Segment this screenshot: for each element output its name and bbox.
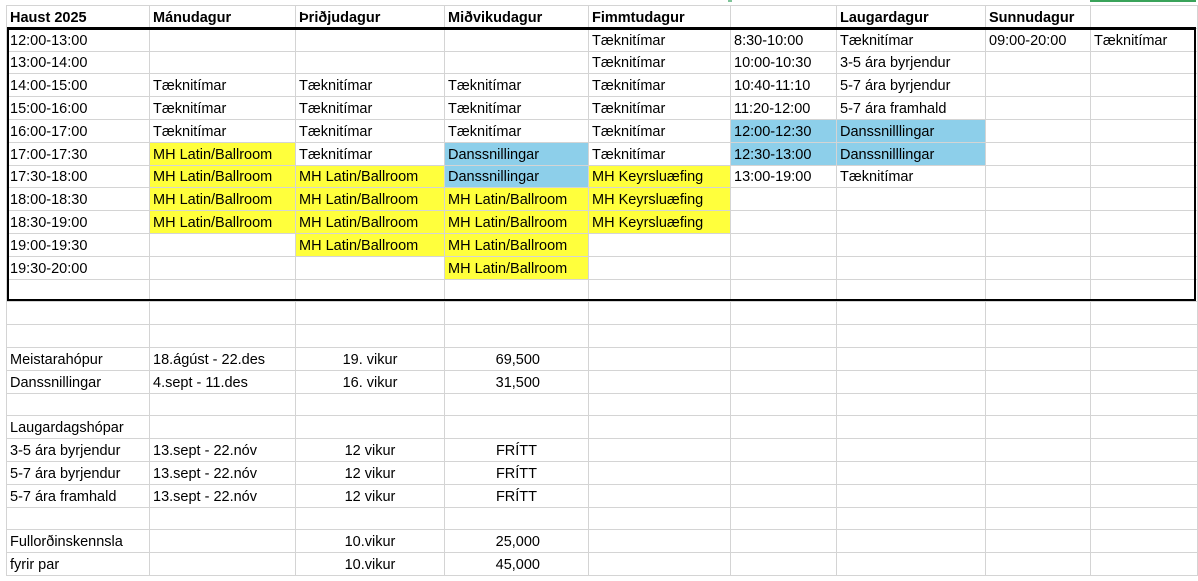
cell-col-f[interactable]: 8:30-10:00 — [731, 28, 837, 51]
cell-col-g[interactable]: Tæknitímar — [837, 165, 986, 188]
cell-col-g[interactable] — [837, 347, 986, 370]
cell-col-f[interactable] — [731, 530, 837, 553]
cell-col-a[interactable] — [7, 507, 150, 530]
table-row — [7, 74, 1198, 97]
cell-col-h[interactable] — [986, 347, 1091, 370]
cell-col-d[interactable]: Tæknitímar — [445, 119, 589, 142]
cell-col-c[interactable]: 10.vikur — [296, 530, 445, 553]
header-cell-col-f[interactable] — [731, 6, 837, 29]
cell-col-a[interactable]: 5-7 ára framhald — [7, 484, 150, 507]
cell-col-g[interactable] — [837, 484, 986, 507]
cell-col-h[interactable] — [986, 119, 1091, 142]
cell-col-d[interactable]: MH Latin/Ballroom — [445, 188, 589, 211]
cell-col-g[interactable] — [837, 439, 986, 462]
cell-col-f[interactable] — [731, 256, 837, 279]
cell-col-g[interactable]: Danssnilllingar — [837, 142, 986, 165]
header-cell-col-d[interactable]: Miðvikudagur — [445, 6, 589, 29]
cell-col-c[interactable]: 16. vikur — [296, 370, 445, 393]
cell-col-d[interactable]: FRÍTT — [445, 439, 589, 462]
cell-col-h[interactable] — [986, 256, 1091, 279]
cell-col-a[interactable]: fyrir par — [7, 553, 150, 576]
cell-col-h[interactable] — [986, 484, 1091, 507]
cell-col-d[interactable] — [445, 28, 589, 51]
cell-col-g[interactable] — [837, 553, 986, 576]
cell-col-c[interactable] — [296, 416, 445, 439]
selection-indicator-dot — [728, 0, 732, 2]
cell-col-a[interactable]: 19:00-19:30 — [7, 233, 150, 256]
cell-col-a[interactable]: 16:00-17:00 — [7, 119, 150, 142]
cell-col-c[interactable]: 12 vikur — [296, 461, 445, 484]
cell-col-a[interactable] — [7, 325, 150, 348]
table-row — [7, 347, 1198, 370]
cell-col-h[interactable] — [986, 530, 1091, 553]
cell-col-d[interactable] — [445, 279, 589, 302]
cell-col-b[interactable] — [150, 302, 296, 325]
cell-col-e[interactable] — [589, 507, 731, 530]
cell-col-e[interactable] — [589, 439, 731, 462]
cell-col-d[interactable]: 25,000 — [445, 530, 589, 553]
cell-col-f[interactable] — [731, 302, 837, 325]
cell-col-c[interactable] — [296, 51, 445, 74]
cell-col-i[interactable] — [1091, 74, 1198, 97]
cell-col-f[interactable]: 12:30-13:00 — [731, 142, 837, 165]
cell-col-f[interactable]: 13:00-19:00 — [731, 165, 837, 188]
cell-col-f[interactable]: 11:20-12:00 — [731, 97, 837, 120]
cell-col-i[interactable] — [1091, 347, 1198, 370]
cell-col-g[interactable] — [837, 507, 986, 530]
cell-col-a[interactable]: Meistarahópur — [7, 347, 150, 370]
cell-col-f[interactable] — [731, 393, 837, 416]
cell-col-c[interactable] — [296, 325, 445, 348]
table-row — [7, 165, 1198, 188]
cell-col-h[interactable] — [986, 279, 1091, 302]
cell-col-f[interactable] — [731, 461, 837, 484]
cell-col-e[interactable] — [589, 461, 731, 484]
cell-col-c[interactable]: 10.vikur — [296, 553, 445, 576]
cell-col-i[interactable] — [1091, 256, 1198, 279]
cell-col-e[interactable] — [589, 302, 731, 325]
cell-col-e[interactable] — [589, 416, 731, 439]
cell-col-i[interactable] — [1091, 553, 1198, 576]
cell-col-f[interactable] — [731, 553, 837, 576]
cell-col-g[interactable] — [837, 530, 986, 553]
cell-col-d[interactable]: Tæknitímar — [445, 97, 589, 120]
cell-col-i[interactable] — [1091, 51, 1198, 74]
cell-col-b[interactable] — [150, 51, 296, 74]
cell-col-e[interactable] — [589, 233, 731, 256]
cell-col-d[interactable]: 31,500 — [445, 370, 589, 393]
cell-col-h[interactable] — [986, 211, 1091, 234]
table-row — [7, 530, 1198, 553]
cell-col-e[interactable]: MH Keyrsluæfing — [589, 188, 731, 211]
cell-col-a[interactable]: 18:00-18:30 — [7, 188, 150, 211]
cell-col-c[interactable]: MH Latin/Ballroom — [296, 188, 445, 211]
cell-col-e[interactable]: MH Keyrsluæfing — [589, 165, 731, 188]
cell-col-i[interactable] — [1091, 279, 1198, 302]
cell-col-a[interactable] — [7, 302, 150, 325]
cell-col-d[interactable] — [445, 302, 589, 325]
cell-col-e[interactable] — [589, 256, 731, 279]
cell-col-f[interactable]: 10:40-11:10 — [731, 74, 837, 97]
cell-col-f[interactable] — [731, 416, 837, 439]
cell-col-b[interactable]: 13.sept - 22.nóv — [150, 484, 296, 507]
cell-col-h[interactable] — [986, 188, 1091, 211]
header-cell-col-e[interactable]: Fimmtudagur — [589, 6, 731, 29]
table-row — [7, 393, 1198, 416]
cell-col-e[interactable] — [589, 484, 731, 507]
table-row — [7, 507, 1198, 530]
cell-col-d[interactable]: Danssnillingar — [445, 142, 589, 165]
cell-col-h[interactable] — [986, 439, 1091, 462]
table-row — [7, 233, 1198, 256]
cell-col-b[interactable] — [150, 279, 296, 302]
cell-col-b[interactable] — [150, 553, 296, 576]
cell-col-g[interactable] — [837, 370, 986, 393]
cell-col-c[interactable]: Tæknitímar — [296, 74, 445, 97]
cell-col-i[interactable] — [1091, 530, 1198, 553]
cell-col-c[interactable] — [296, 302, 445, 325]
cell-col-b[interactable] — [150, 416, 296, 439]
cell-col-i[interactable] — [1091, 165, 1198, 188]
cell-col-e[interactable]: MH Keyrsluæfing — [589, 211, 731, 234]
cell-col-b[interactable]: Tæknitímar — [150, 119, 296, 142]
cell-col-h[interactable] — [986, 302, 1091, 325]
cell-col-b[interactable]: Tæknitímar — [150, 97, 296, 120]
cell-col-a[interactable]: 14:00-15:00 — [7, 74, 150, 97]
header-row — [7, 6, 1198, 29]
cell-col-i[interactable] — [1091, 302, 1198, 325]
cell-col-f[interactable] — [731, 347, 837, 370]
cell-col-d[interactable]: FRÍTT — [445, 484, 589, 507]
cell-col-a[interactable]: 12:00-13:00 — [7, 28, 150, 51]
cell-col-c[interactable]: 12 vikur — [296, 439, 445, 462]
cell-col-e[interactable] — [589, 325, 731, 348]
table-row — [7, 439, 1198, 462]
cell-col-g[interactable] — [837, 279, 986, 302]
table-row — [7, 51, 1198, 74]
table-row — [7, 119, 1198, 142]
header-cell-col-c[interactable]: Þriðjudagur — [296, 6, 445, 29]
cell-col-b[interactable] — [150, 530, 296, 553]
cell-col-h[interactable]: 09:00-20:00 — [986, 28, 1091, 51]
cell-col-f[interactable] — [731, 439, 837, 462]
cell-col-f[interactable] — [731, 211, 837, 234]
cell-col-a[interactable]: 5-7 ára byrjendur — [7, 461, 150, 484]
cell-col-d[interactable] — [445, 325, 589, 348]
cell-col-a[interactable]: 17:00-17:30 — [7, 142, 150, 165]
table-row — [7, 302, 1198, 325]
table-row — [7, 416, 1198, 439]
cell-col-c[interactable] — [296, 256, 445, 279]
cell-col-b[interactable]: 18.ágúst - 22.des — [150, 347, 296, 370]
cell-col-e[interactable] — [589, 347, 731, 370]
table-row — [7, 256, 1198, 279]
cell-col-e[interactable]: Tæknitímar — [589, 119, 731, 142]
cell-col-a[interactable]: Danssnillingar — [7, 370, 150, 393]
table-row — [7, 484, 1198, 507]
cell-col-e[interactable] — [589, 393, 731, 416]
spreadsheet-grid — [6, 5, 1198, 576]
cell-col-b[interactable] — [150, 325, 296, 348]
cell-col-d[interactable]: 69,500 — [445, 347, 589, 370]
cell-col-c[interactable] — [296, 28, 445, 51]
table-row — [7, 553, 1198, 576]
cell-col-h[interactable] — [986, 393, 1091, 416]
cell-col-c[interactable]: MH Latin/Ballroom — [296, 165, 445, 188]
cell-col-d[interactable]: MH Latin/Ballroom — [445, 233, 589, 256]
cell-col-f[interactable] — [731, 325, 837, 348]
cell-col-d[interactable]: MH Latin/Ballroom — [445, 211, 589, 234]
cell-col-f[interactable] — [731, 484, 837, 507]
cell-col-c[interactable]: Tæknitímar — [296, 142, 445, 165]
cell-col-i[interactable] — [1091, 142, 1198, 165]
table-row — [7, 325, 1198, 348]
cell-col-a[interactable]: Laugardagshópar — [7, 416, 150, 439]
cell-col-c[interactable]: MH Latin/Ballroom — [296, 233, 445, 256]
cell-col-g[interactable] — [837, 233, 986, 256]
cell-col-c[interactable] — [296, 279, 445, 302]
cell-col-c[interactable]: Tæknitímar — [296, 119, 445, 142]
cell-col-f[interactable] — [731, 188, 837, 211]
selection-indicator — [1090, 0, 1196, 2]
cell-col-f[interactable] — [731, 233, 837, 256]
cell-col-a[interactable]: 3-5 ára byrjendur — [7, 439, 150, 462]
cell-col-b[interactable] — [150, 507, 296, 530]
cell-col-b[interactable]: MH Latin/Ballroom — [150, 142, 296, 165]
cell-col-d[interactable]: MH Latin/Ballroom — [445, 256, 589, 279]
cell-col-a[interactable]: 17:30-18:00 — [7, 165, 150, 188]
cell-col-d[interactable] — [445, 507, 589, 530]
cell-col-g[interactable]: 3-5 ára byrjendur — [837, 51, 986, 74]
cell-col-h[interactable] — [986, 507, 1091, 530]
cell-col-f[interactable] — [731, 279, 837, 302]
cell-col-c[interactable]: MH Latin/Ballroom — [296, 211, 445, 234]
cell-col-a[interactable]: 18:30-19:00 — [7, 211, 150, 234]
cell-col-i[interactable] — [1091, 188, 1198, 211]
cell-col-i[interactable] — [1091, 233, 1198, 256]
table-row — [7, 370, 1198, 393]
cell-col-b[interactable]: 13.sept - 22.nóv — [150, 461, 296, 484]
cell-col-b[interactable]: MH Latin/Ballroom — [150, 165, 296, 188]
cell-col-g[interactable]: 5-7 ára framhald — [837, 97, 986, 120]
cell-col-a[interactable]: Fullorðinskennsla — [7, 530, 150, 553]
cell-col-g[interactable] — [837, 188, 986, 211]
cell-col-i[interactable] — [1091, 507, 1198, 530]
cell-col-b[interactable] — [150, 256, 296, 279]
cell-col-i[interactable] — [1091, 119, 1198, 142]
cell-col-h[interactable] — [986, 51, 1091, 74]
cell-col-g[interactable] — [837, 256, 986, 279]
cell-col-g[interactable]: Danssnilllingar — [837, 119, 986, 142]
cell-col-b[interactable]: MH Latin/Ballroom — [150, 188, 296, 211]
cell-col-d[interactable] — [445, 393, 589, 416]
cell-col-h[interactable] — [986, 142, 1091, 165]
cell-col-b[interactable]: Tæknitímar — [150, 74, 296, 97]
cell-col-h[interactable] — [986, 553, 1091, 576]
cell-col-b[interactable] — [150, 393, 296, 416]
cell-col-d[interactable]: Danssnillingar — [445, 165, 589, 188]
cell-col-g[interactable] — [837, 461, 986, 484]
cell-col-i[interactable] — [1091, 325, 1198, 348]
cell-col-h[interactable] — [986, 165, 1091, 188]
cell-col-i[interactable] — [1091, 211, 1198, 234]
cell-col-a[interactable]: 15:00-16:00 — [7, 97, 150, 120]
cell-col-i[interactable]: Tæknitímar — [1091, 28, 1198, 51]
table-row — [7, 279, 1198, 302]
table-row — [7, 211, 1198, 234]
cell-col-g[interactable]: 5-7 ára byrjendur — [837, 74, 986, 97]
table-row — [7, 142, 1198, 165]
cell-col-f[interactable]: 12:00-12:30 — [731, 119, 837, 142]
cell-col-i[interactable] — [1091, 439, 1198, 462]
cell-col-i[interactable] — [1091, 370, 1198, 393]
cell-col-i[interactable] — [1091, 484, 1198, 507]
cell-col-d[interactable] — [445, 51, 589, 74]
cell-col-g[interactable]: Tæknitímar — [837, 28, 986, 51]
cell-col-c[interactable]: 12 vikur — [296, 484, 445, 507]
cell-col-f[interactable]: 10:00-10:30 — [731, 51, 837, 74]
cell-col-c[interactable] — [296, 507, 445, 530]
cell-col-g[interactable] — [837, 393, 986, 416]
cell-col-e[interactable]: Tæknitímar — [589, 142, 731, 165]
cell-col-g[interactable] — [837, 416, 986, 439]
table-row — [7, 188, 1198, 211]
cell-col-f[interactable] — [731, 370, 837, 393]
table-row — [7, 461, 1198, 484]
table-row — [7, 97, 1198, 120]
cell-col-a[interactable] — [7, 279, 150, 302]
cell-col-g[interactable] — [837, 325, 986, 348]
cell-col-d[interactable]: FRÍTT — [445, 461, 589, 484]
cell-col-e[interactable] — [589, 553, 731, 576]
cell-col-i[interactable] — [1091, 97, 1198, 120]
cell-col-a[interactable]: 13:00-14:00 — [7, 51, 150, 74]
cell-col-b[interactable] — [150, 28, 296, 51]
cell-col-b[interactable]: 13.sept - 22.nóv — [150, 439, 296, 462]
cell-col-e[interactable] — [589, 530, 731, 553]
cell-col-g[interactable] — [837, 302, 986, 325]
cell-col-h[interactable] — [986, 416, 1091, 439]
table-row — [7, 28, 1198, 51]
cell-col-e[interactable] — [589, 279, 731, 302]
cell-col-i[interactable] — [1091, 393, 1198, 416]
cell-col-b[interactable]: MH Latin/Ballroom — [150, 211, 296, 234]
cell-col-h[interactable] — [986, 461, 1091, 484]
header-cell-col-i[interactable] — [1091, 6, 1198, 29]
cell-col-c[interactable] — [296, 393, 445, 416]
cell-col-a[interactable]: 19:30-20:00 — [7, 256, 150, 279]
header-cell-col-b[interactable]: Mánudagur — [150, 6, 296, 29]
cell-col-i[interactable] — [1091, 461, 1198, 484]
cell-col-c[interactable]: Tæknitímar — [296, 97, 445, 120]
cell-col-g[interactable] — [837, 211, 986, 234]
cell-col-h[interactable] — [986, 74, 1091, 97]
cell-col-h[interactable] — [986, 325, 1091, 348]
cell-col-e[interactable]: Tæknitímar — [589, 97, 731, 120]
cell-col-d[interactable]: 45,000 — [445, 553, 589, 576]
header-cell-col-h[interactable]: Sunnudagur — [986, 6, 1091, 29]
cell-col-f[interactable] — [731, 507, 837, 530]
header-cell-col-a[interactable]: Haust 2025 — [7, 6, 150, 29]
cell-col-e[interactable]: Tæknitímar — [589, 74, 731, 97]
cell-col-h[interactable] — [986, 97, 1091, 120]
cell-col-b[interactable] — [150, 233, 296, 256]
cell-col-e[interactable] — [589, 370, 731, 393]
cell-col-c[interactable]: 19. vikur — [296, 347, 445, 370]
cell-col-h[interactable] — [986, 233, 1091, 256]
cell-col-e[interactable]: Tæknitímar — [589, 28, 731, 51]
header-cell-col-g[interactable]: Laugardagur — [837, 6, 986, 29]
cell-col-i[interactable] — [1091, 416, 1198, 439]
cell-col-b[interactable]: 4.sept - 11.des — [150, 370, 296, 393]
cell-col-d[interactable]: Tæknitímar — [445, 74, 589, 97]
cell-col-d[interactable] — [445, 416, 589, 439]
cell-col-e[interactable]: Tæknitímar — [589, 51, 731, 74]
cell-col-h[interactable] — [986, 370, 1091, 393]
cell-col-a[interactable] — [7, 393, 150, 416]
